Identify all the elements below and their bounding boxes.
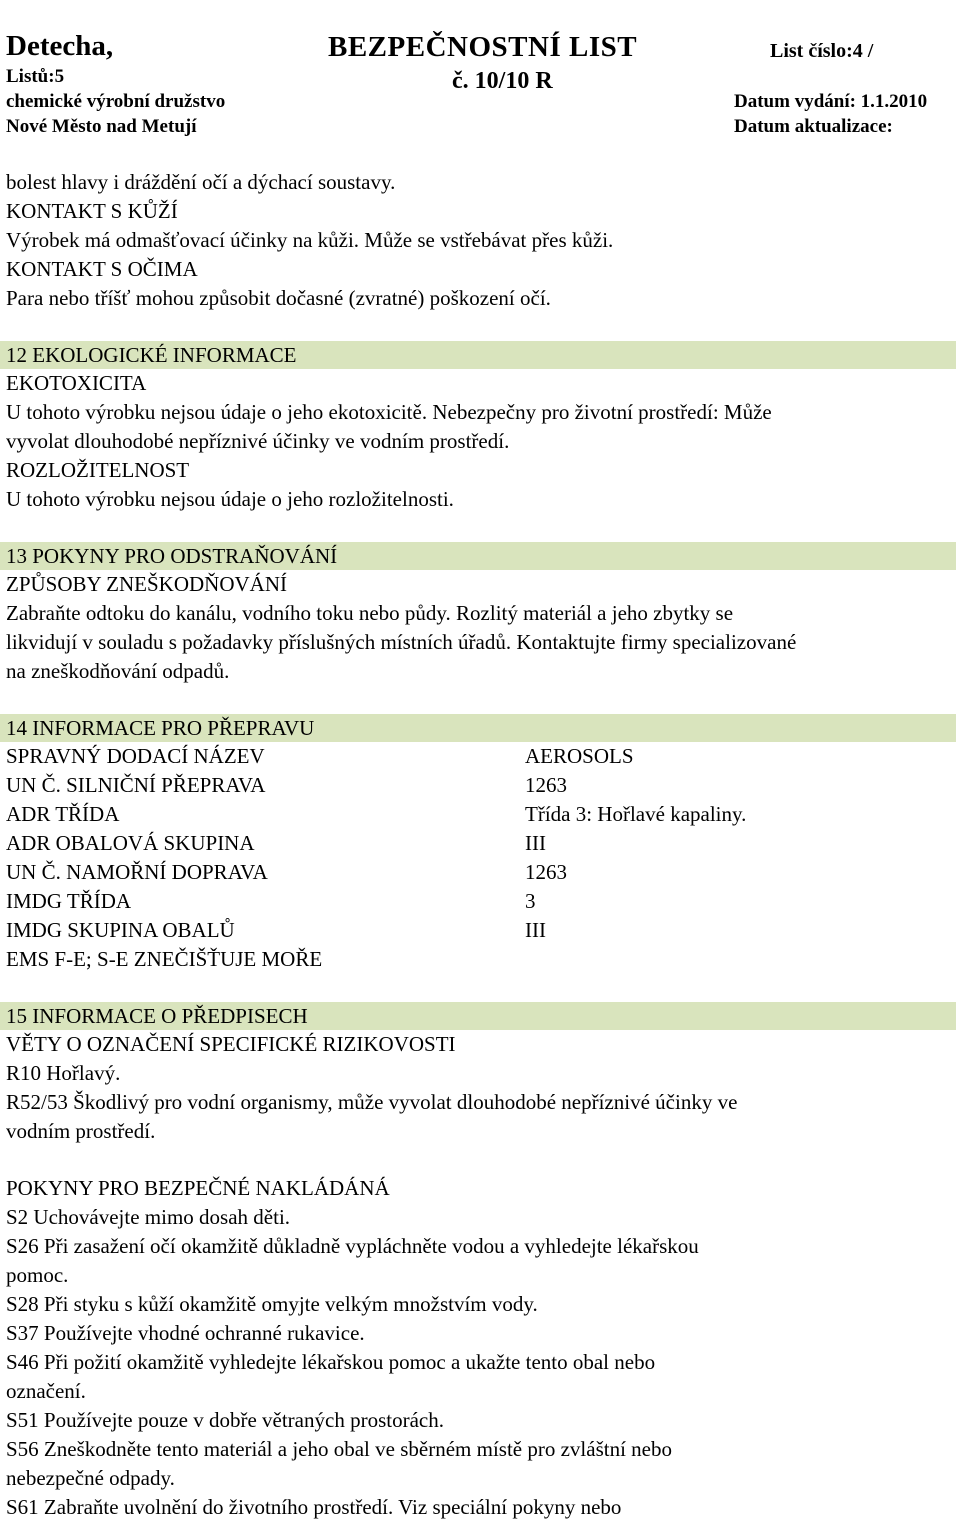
issue-date: Datum vydání: 1.1.2010 [734,91,928,112]
transport-label: UN Č. NAMOŘNÍ DOPRAVA [6,860,268,884]
sheet-count: Listů:5 [6,66,65,87]
document-number: č. 10/10 R [452,68,553,94]
section-12 [6,341,956,514]
text-line: S46 Při požití okamžitě vyhledejte lékařskou pomoc a ukažte tento obal nebo [6,1350,656,1374]
section-heading: 15 INFORMACE O PŘEDPISECH [0,1002,956,1030]
transport-label: ADR TŘÍDA [6,802,120,826]
text-line: POKYNY PRO BEZPEČNÉ NAKLÁDÁNÁ [6,1176,390,1200]
transport-value: AEROSOLS [525,744,634,768]
transport-label: EMS F-E; S-E ZNEČIŠŤUJE MOŘE [6,947,323,971]
document-title: BEZPEČNOSTNÍ LIST [328,31,638,63]
section-15 [6,1002,956,1522]
text-line: vyvolat dlouhodobé nepříznivé účinky ve vodním prostředí. [6,429,510,453]
transport-value: 1263 [525,773,567,797]
intro-block [6,168,956,313]
transport-row [6,945,956,974]
section-heading: 12 EKOLOGICKÉ INFORMACE [0,341,956,369]
text-line: Para nebo tříšť mohou způsobit dočasné (zvratné) poškození očí. [6,286,551,310]
section-heading: 13 POKYNY PRO ODSTRAŇOVÁNÍ [0,542,956,570]
section-13 [6,542,956,686]
transport-value: Třída 3: Hořlavé kapaliny. [525,802,747,826]
transport-row [6,887,956,916]
section-14 [6,714,956,974]
transport-row [6,771,956,800]
text-line: VĚTY O OZNAČENÍ SPECIFICKÉ RIZIKOVOSTI [6,1032,456,1056]
text-line: S28 Při styku s kůží okamžitě omyjte velkým množstvím vody. [6,1292,538,1316]
company-town: Nové Město nad Metují [6,116,197,137]
transport-label: IMDG TŘÍDA [6,889,132,913]
transport-row [6,916,956,945]
transport-label: IMDG SKUPINA OBALŮ [6,918,235,942]
transport-label: ADR OBALOVÁ SKUPINA [6,831,255,855]
cooperative-name: chemické výrobní družstvo [6,91,226,112]
text-line: ZPŮSOBY ZNEŠKODŇOVÁNÍ [6,572,287,596]
text-line: Zabraňte odtoku do kanálu, vodního toku nebo půdy. Rozlitý materiál a jeho zbytky se [6,601,734,625]
text-line: S51 Používejte pouze v dobře větraných prostorách. [6,1408,444,1432]
transport-row [6,858,956,887]
transport-row [6,742,956,771]
document-body [6,168,956,1522]
transport-value: III [525,831,546,855]
text-line: bolest hlavy i dráždění očí a dýchací soustavy. [6,170,396,194]
text-line: ROZLOŽITELNOST [6,458,190,482]
text-line: vodním prostředí. [6,1119,156,1143]
transport-label: UN Č. SILNIČNÍ PŘEPRAVA [6,773,266,797]
transport-value: 3 [525,889,536,913]
text-line: na zneškodňování odpadů. [6,659,230,683]
document-header [0,0,960,150]
transport-value: III [525,918,546,942]
text-line: označení. [6,1379,86,1403]
text-line: KONTAKT S KŮŽÍ [6,199,178,223]
section-heading: 14 INFORMACE PRO PŘEPRAVU [0,714,956,742]
sheet-number: List číslo:4 / [770,40,874,62]
transport-value: 1263 [525,860,567,884]
company-name: Detecha, [6,30,114,62]
text-line: pomoc. [6,1263,69,1287]
text-line: R52/53 Škodlivý pro vodní organismy, může vyvolat dlouhodobé nepříznivé účinky ve [6,1090,738,1114]
text-line: Výrobek má odmašťovací účinky na kůži. Může se vstřebávat přes kůži. [6,228,614,252]
text-line: S56 Zneškodněte tento materiál a jeho obal ve sběrném místě pro zvláštní nebo [6,1437,672,1461]
text-line: S2 Uchovávejte mimo dosah děti. [6,1205,291,1229]
text-line: KONTAKT S OČIMA [6,257,198,281]
text-line: S61 Zabraňte uvolnění do životního prostředí. Viz speciální pokyny nebo [6,1495,622,1519]
transport-row [6,800,956,829]
text-line: U tohoto výrobku nejsou údaje o jeho ekotoxicitě. Nebezpečny pro životní prostředí: Může [6,400,772,424]
transport-row [6,829,956,858]
text-line: likvidují v souladu s požadavky příslušných místních úřadů. Kontaktujte firmy specializované [6,630,797,654]
transport-label: SPRAVNÝ DODACÍ NÁZEV [6,744,265,768]
text-line: S26 Při zasažení očí okamžitě důkladně vypláchněte vodou a vyhledejte lékařskou [6,1234,699,1258]
text-line: EKOTOXICITA [6,371,147,395]
update-date: Datum aktualizace: [734,116,893,137]
text-line: nebezpečné odpady. [6,1466,175,1490]
text-line: R10 Hořlavý. [6,1061,121,1085]
text-line: S37 Používejte vhodné ochranné rukavice. [6,1321,365,1345]
text-line: U tohoto výrobku nejsou údaje o jeho rozložitelnosti. [6,487,454,511]
